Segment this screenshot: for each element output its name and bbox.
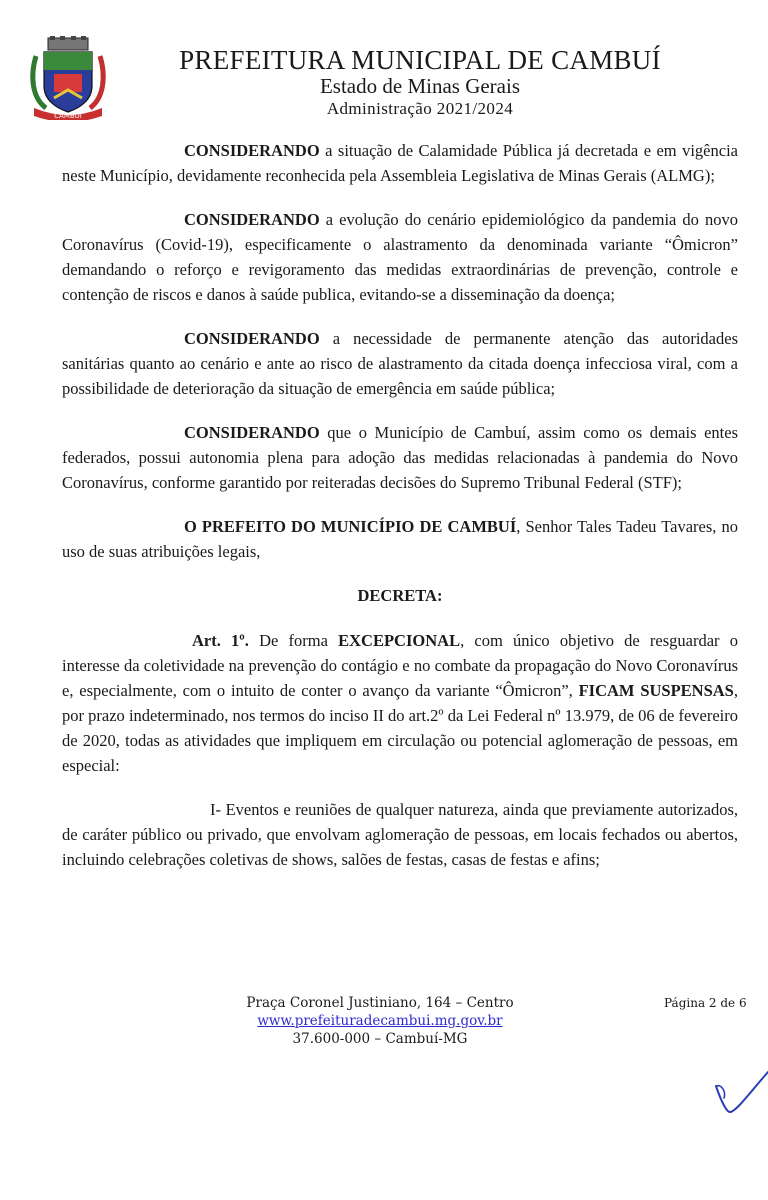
- footer-website-link[interactable]: www.prefeituradecambui.mg.gov.br: [257, 1013, 503, 1029]
- paragraph-lead: CONSIDERANDO: [184, 210, 320, 229]
- paragraph-lead: CONSIDERANDO: [184, 141, 320, 160]
- article-text: , por prazo indeterminado, nos termos do inciso II do art.2º da Lei Federal nº 13.979, de 06 de fevereiro de 2020, todas as atividades que impliquem em circulação ou potencial aglomeração de pessoas, em especial:: [62, 681, 738, 775]
- page-title: PREFEITURA MUNICIPAL DE CAMBUÍ: [179, 45, 661, 75]
- article-1: [62, 628, 738, 778]
- coat-of-arms-icon: [28, 36, 108, 120]
- page-number: Página 2 de 6: [664, 996, 747, 1010]
- footer-address: Praça Coronel Justiniano, 164 – Centro: [246, 995, 514, 1011]
- item-lead: I-: [210, 800, 221, 819]
- crest-ribbon-text: CAMBUÍ: [54, 112, 82, 120]
- paragraph-lead: O PREFEITO DO MUNICÍPIO DE CAMBUÍ: [184, 517, 517, 536]
- paragraph-text: que o Município de Cambuí, assim como os demais entes federados, possui autonomia plena para adoção das medidas relacionadas à pandemia do Novo Coronavírus, conforme garantido por reiteradas decisões do Supremo Tribunal Federal (STF);: [62, 423, 738, 492]
- paragraph-considerando-2: [62, 207, 738, 307]
- article-emphasis: EXCEPCIONAL: [338, 631, 461, 650]
- paragraph-prefeito: [62, 514, 738, 564]
- paragraph-text: , Senhor Tales Tadeu Tavares, no uso de suas atribuições legais,: [62, 517, 738, 561]
- paragraph-considerando-3: [62, 326, 738, 401]
- paragraph-text: a evolução do cenário epidemiológico da pandemia do novo Coronavírus (Covid-19), especificamente o alastramento da denominada variante “Ômicron” demandando o reforço e revigoramento das medidas extraordinárias de prevenção, controle e contenção de riscos e danos à saúde publica, evitando-se a disseminação da doença;: [62, 210, 738, 304]
- item-1: [62, 797, 738, 872]
- article-text: , com único objetivo de resguardar o interesse da coletividade na prevenção do contágio e no combate da propagação do Novo Coronavírus e, especialmente, com o intuito de conter o avanço da variante “Ômicron”,: [62, 631, 739, 700]
- paragraph-lead: CONSIDERANDO: [184, 329, 320, 348]
- administration-subtitle: Administração 2021/2024: [326, 99, 514, 118]
- state-subtitle: Estado de Minas Gerais: [319, 74, 521, 98]
- footer-address-block: [230, 994, 530, 1048]
- decree-body: [62, 138, 738, 891]
- item-text: Eventos e reuniões de qualquer natureza, ainda que previamente autorizados, de caráter público ou privado, que envolvam aglomeração de pessoas, em locais fechados ou abertos, incluindo celebrações coletivas de shows, salões de festas, casas de festas e afins;: [62, 800, 738, 869]
- decreta-heading: DECRETA:: [357, 586, 443, 605]
- article-lead: Art. 1º.: [192, 631, 249, 650]
- footer-zip-city: 37.600-000 – Cambuí-MG: [292, 1031, 468, 1047]
- article-emphasis: FICAM SUSPENSAS: [578, 681, 734, 700]
- letterhead: [0, 0, 768, 125]
- paragraph-considerando-4: [62, 420, 738, 495]
- paragraph-considerando-1: [62, 138, 738, 188]
- article-text: De forma: [248, 631, 339, 650]
- handwritten-check-icon: [712, 1068, 768, 1118]
- paragraph-text: a necessidade de permanente atenção das autoridades sanitárias quanto ao cenário e ante ao risco de alastramento da citada doença infecciosa viral, com a possibilidade de deterioração da situação de emergência em saúde pública;: [62, 329, 738, 398]
- paragraph-text: a situação de Calamidade Pública já decretada e em vigência neste Município, devidamente reconhecida pela Assembleia Legislativa de Minas Gerais (ALMG);: [62, 141, 738, 185]
- paragraph-lead: CONSIDERANDO: [184, 423, 320, 442]
